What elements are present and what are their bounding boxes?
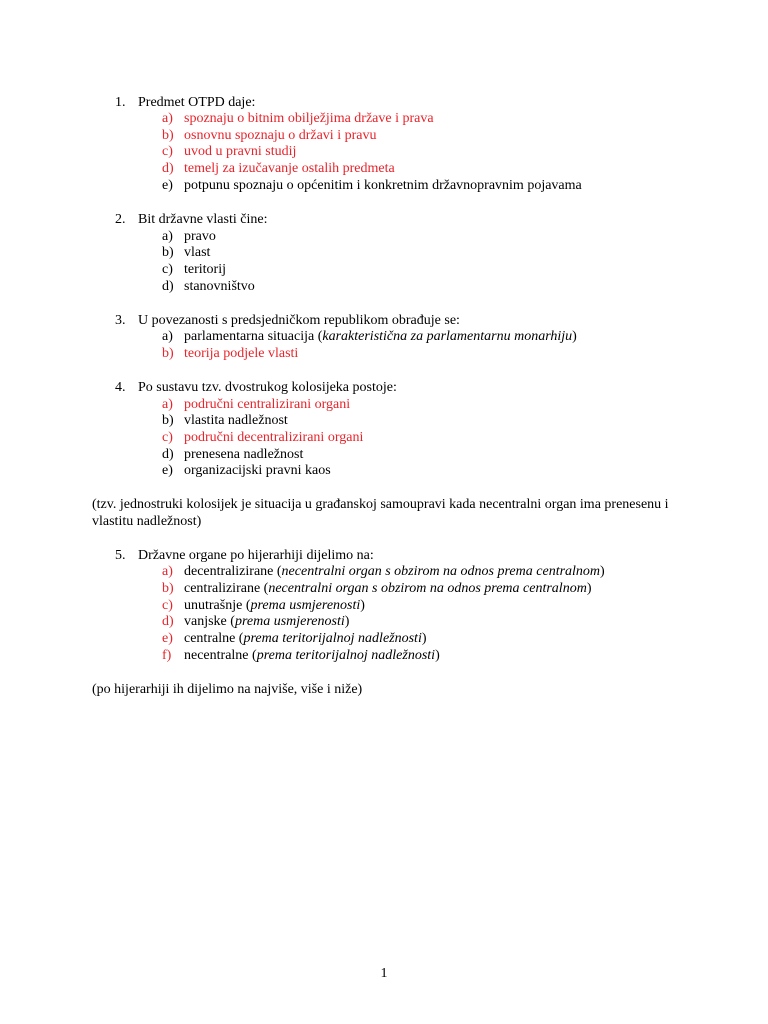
q1-option-a: a) spoznaju o bitnim obilježjima države i prava [162,111,434,126]
q2-option-c: c) teritorij [162,262,226,277]
question-number: 3. [115,313,126,328]
question-1 [115,94,255,111]
q4-option-d: d) prenesena nadležnost [162,447,304,462]
question-text: Po sustavu tzv. dvostrukog kolosijeka postoje: [138,380,397,395]
q1-option-c: c) uvod u pravni studij [162,144,297,159]
q5-option-e: e) centralne (prema teritorijalnoj nadležnosti) [162,631,427,646]
question-text: Bit državne vlasti čine: [138,212,268,227]
q5-option-b: b) centralizirane (necentralni organ s obzirom na odnos prema centralnom) [162,581,592,596]
q4-option-a: a) područni centralizirani organi [162,397,351,412]
question-number: 4. [115,380,126,395]
page-number: 1 [380,966,388,981]
note-single-track: (tzv. jednostruki kolosijek je situacija u građanskoj samoupravi kada necentralni organ ima prenesenu i vlastitu nadležnost) [92,497,669,529]
question-number: 1. [115,95,126,110]
q4-option-b: b) vlastita nadležnost [162,413,288,428]
q5-option-a: a) decentralizirane (necentralni organ s obzirom na odnos prema centralnom) [162,564,605,579]
q5-option-f: f) necentralne (prema teritorijalnoj nadležnosti) [162,648,440,663]
question-2 [115,211,267,228]
note-hierarchy: (po hijerarhiji ih dijelimo na najviše, više i niže) [92,682,363,697]
q3-option-b: b) teorija podjele vlasti [162,346,299,361]
question-4 [115,379,397,396]
question-3 [115,312,460,329]
question-number: 5. [115,548,126,563]
q3-option-a: a) parlamentarna situacija (karakteristična za parlamentarnu monarhiju) [162,329,577,344]
q2-option-a: a) pravo [162,229,216,244]
q4-option-e: e) organizacijski pravni kaos [162,463,331,478]
question-text: Predmet OTPD daje: [138,95,256,110]
question-5 [115,547,374,564]
question-text: Državne organe po hijerarhiji dijelimo na: [138,548,374,563]
question-text: U povezanosti s predsjedničkom republikom obrađuje se: [138,313,460,328]
q5-option-c: c) unutrašnje (prema usmjerenosti) [162,598,365,613]
q1-option-d: d) temelj za izučavanje ostalih predmeta [162,161,395,176]
q4-option-c: c) područni decentralizirani organi [162,430,364,445]
q2-option-b: b) vlast [162,245,211,260]
q1-option-b: b) osnovnu spoznaju o državi i pravu [162,128,377,143]
q5-option-d: d) vanjske (prema usmjerenosti) [162,614,350,629]
q2-option-d: d) stanovništvo [162,279,255,294]
question-number: 2. [115,212,126,227]
q1-option-e: e) potpunu spoznaju o općenitim i konkretnim državnopravnim pojavama [162,178,582,193]
